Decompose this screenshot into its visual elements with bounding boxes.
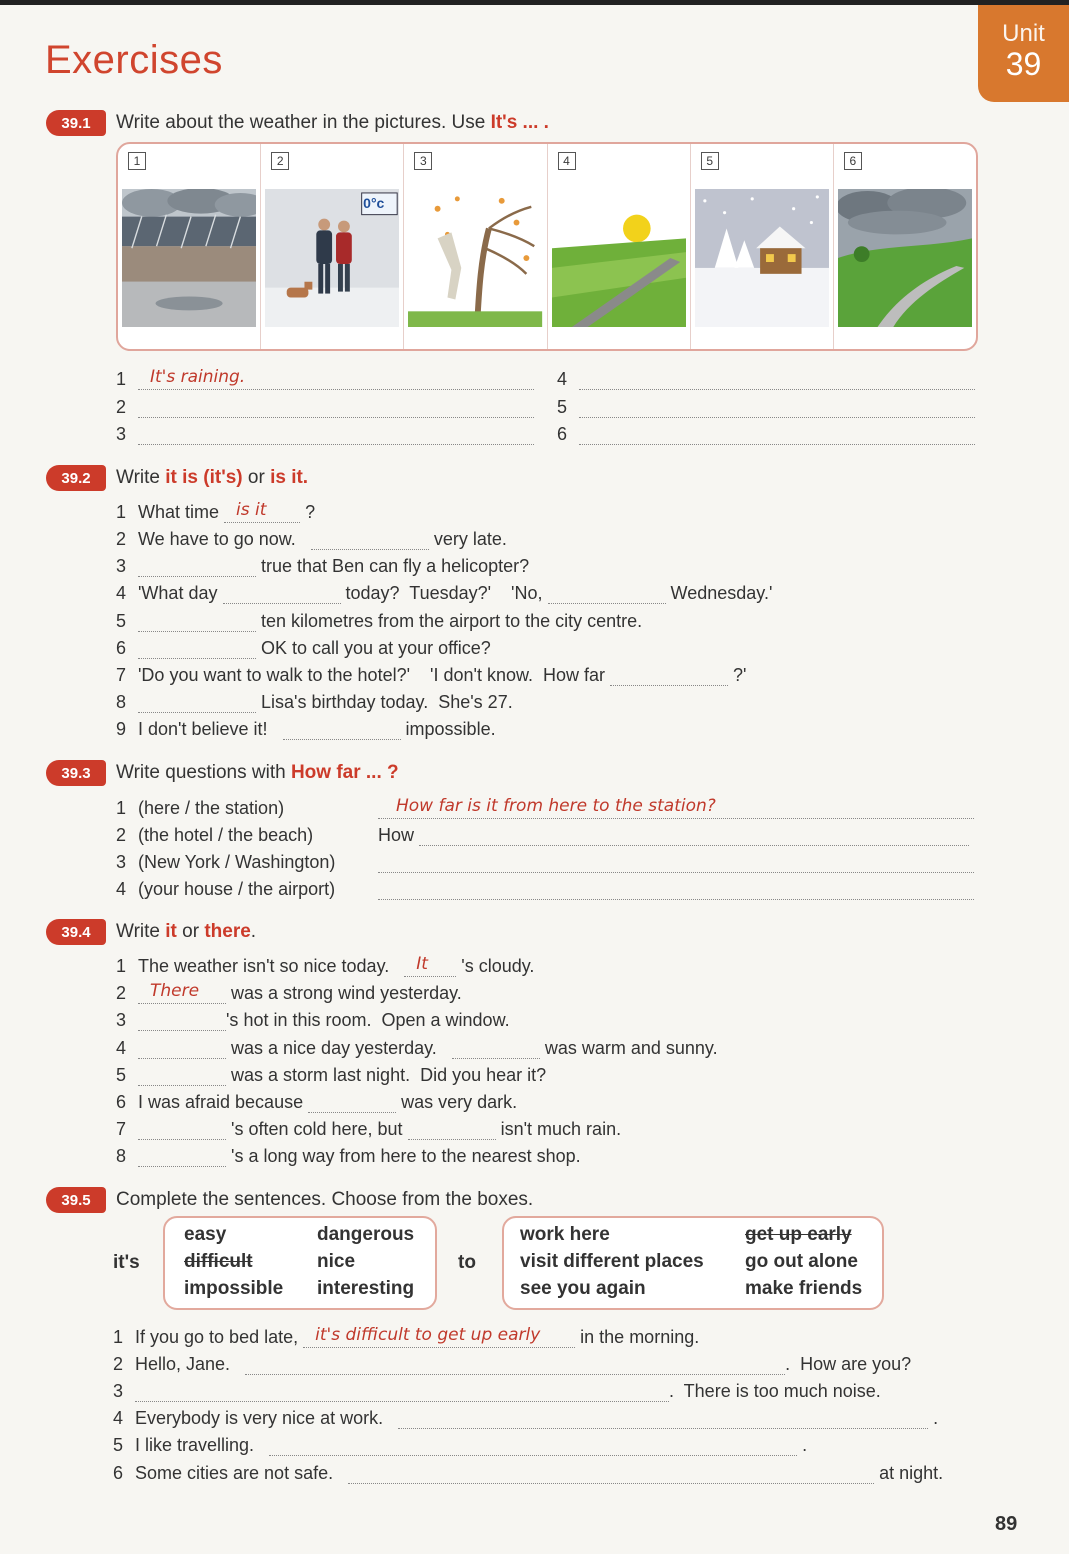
exercise-line: 1 (here / the station) How far is it from here to the station?: [116, 793, 974, 819]
word-option: see you again: [520, 1278, 646, 1299]
word-option: work here: [520, 1224, 610, 1245]
answer-blank[interactable]: [311, 527, 429, 550]
exercise-line: 3: [116, 419, 534, 445]
sun-illustration: [552, 189, 686, 327]
snow-illustration: [695, 189, 829, 327]
word-option: make friends: [745, 1278, 863, 1299]
exercise-badge: 39.1: [46, 110, 106, 136]
answer-blank[interactable]: [138, 1063, 226, 1086]
answer-blank[interactable]: [224, 500, 300, 523]
picture-number: 6: [844, 152, 862, 170]
picture-number: 4: [558, 152, 576, 170]
answer-blank[interactable]: [452, 1036, 540, 1059]
word-option: easy: [184, 1224, 227, 1245]
picture-cold: [261, 144, 404, 349]
answer-blank[interactable]: [245, 1352, 785, 1375]
answer-blank[interactable]: [138, 1008, 226, 1031]
its-label: it's: [113, 1252, 140, 1273]
answer-blank[interactable]: [378, 796, 974, 819]
answer-blank[interactable]: [138, 422, 534, 445]
word-option: visit different places: [520, 1251, 704, 1272]
exercise-badge: 39.4: [46, 919, 106, 945]
exercise-line: 1 The weather isn't so nice today. It 's cloudy.: [116, 954, 535, 976]
exercise-line: 3 . There is too much noise.: [113, 1381, 881, 1401]
exercise-line: 5 I like travelling. .: [113, 1435, 808, 1455]
exercise-line: 8 's a long way from here to the nearest shop.: [116, 1146, 581, 1166]
exercise-line: 5 was a storm last night. Did you hear it?: [116, 1065, 547, 1085]
answer-blank[interactable]: [138, 981, 226, 1004]
exercise-line: 2 We have to go now. very late.: [116, 529, 507, 549]
exercise-line: 2 (the hotel / the beach) How: [116, 820, 969, 846]
exercise-line: 4 (your house / the airport): [116, 874, 974, 900]
word-option-used: difficult: [184, 1251, 253, 1272]
answer-blank[interactable]: [138, 1117, 226, 1140]
answer-blank[interactable]: [579, 395, 975, 418]
exercise-line: 3 true that Ben can fly a helicopter?: [116, 556, 530, 576]
exercise-line: 9 I don't believe it! impossible.: [116, 719, 496, 739]
exercise-line: 4: [557, 364, 975, 390]
word-option: dangerous: [317, 1224, 415, 1245]
exercise-instruction: Write it is (it's) or is it.: [116, 467, 309, 488]
picture-number: 2: [271, 152, 289, 170]
handwritten-answer: is it: [236, 500, 267, 520]
answer-blank[interactable]: [138, 554, 256, 577]
answer-blank[interactable]: [283, 717, 401, 740]
exercise-badge: 39.2: [46, 465, 106, 491]
word-option: go out alone: [745, 1251, 858, 1272]
handwritten-answer: It: [416, 954, 428, 974]
picture-number: 3: [414, 152, 432, 170]
handwritten-answer: it's difficult to get up early: [315, 1325, 541, 1345]
exercise-39-4-header: [46, 917, 256, 947]
page-number: 89: [995, 1513, 1018, 1535]
exercise-line: 4 was a nice day yesterday. was warm and sunny.: [116, 1038, 718, 1058]
answer-blank[interactable]: [138, 609, 256, 632]
weather-pictures: [116, 142, 978, 351]
answer-blank[interactable]: [269, 1433, 797, 1456]
temperature-sign: 0°c: [363, 195, 385, 211]
exercise-badge: 39.5: [46, 1187, 106, 1213]
to-label: to: [458, 1252, 476, 1273]
exercise-line: 7 'Do you want to walk to the hotel?' 'I don't know. How far ?': [116, 665, 747, 685]
unit-label: Unit: [1002, 20, 1045, 47]
answer-blank[interactable]: [398, 1406, 928, 1429]
exercise-line: 2 There was a strong wind yesterday.: [116, 981, 462, 1003]
exercise-line: 1 If you go to bed late, it's difficult to get up early in the morning.: [113, 1325, 700, 1347]
cloud-illustration: [838, 189, 972, 327]
rain-illustration: [122, 189, 256, 327]
answer-blank[interactable]: [138, 367, 534, 390]
exercise-line: 1 It's raining.: [116, 364, 534, 390]
word-option: nice: [317, 1251, 356, 1272]
answer-blank[interactable]: [408, 1117, 496, 1140]
answer-blank[interactable]: [548, 581, 666, 604]
wind-illustration: [408, 189, 542, 327]
answer-blank[interactable]: [404, 954, 456, 977]
answer-blank[interactable]: [419, 823, 969, 846]
exercise-line: 1 What time is it ?: [116, 500, 316, 522]
handwritten-answer: There: [150, 981, 200, 1001]
exercise-line: 6: [557, 419, 975, 445]
exercise-39-5-header: [46, 1185, 533, 1215]
answer-blank[interactable]: [348, 1461, 874, 1484]
adjective-box: [163, 1216, 437, 1310]
unit-tab: [978, 5, 1069, 102]
exercise-line: 7 's often cold here, but isn't much rain.: [116, 1119, 622, 1139]
answer-blank[interactable]: [138, 690, 256, 713]
answer-blank[interactable]: [138, 1036, 226, 1059]
exercise-line: 3 's hot in this room. Open a window.: [116, 1010, 510, 1030]
picture-cloudy: [834, 144, 976, 349]
answer-blank[interactable]: [138, 636, 256, 659]
exercise-badge: 39.3: [46, 760, 106, 786]
answer-blank[interactable]: [223, 581, 341, 604]
exercise-line: 3 (New York / Washington): [116, 847, 974, 873]
answer-blank[interactable]: [138, 395, 534, 418]
picture-windy: [404, 144, 547, 349]
picture-snowing: [691, 144, 834, 349]
exercise-line: 4 'What day today? Tuesday?' 'No, Wednesday.': [116, 583, 773, 603]
exercise-39-1-header: [46, 108, 549, 138]
exercise-line: 8 Lisa's birthday today. She's 27.: [116, 692, 513, 712]
word-option: interesting: [317, 1278, 415, 1299]
answer-blank[interactable]: [610, 663, 728, 686]
handwritten-answer: How far is it from here to the station?: [396, 796, 716, 816]
answer-blank[interactable]: [579, 422, 975, 445]
exercise-line: 6 Some cities are not safe. at night.: [113, 1463, 944, 1483]
exercise-line: 4 Everybody is very nice at work. .: [113, 1408, 939, 1428]
top-rule: [0, 0, 1069, 5]
answer-blank[interactable]: [579, 367, 975, 390]
answer-blank[interactable]: [303, 1325, 575, 1348]
exercise-39-2-header: [46, 463, 308, 493]
exercise-line: 6 OK to call you at your office?: [116, 638, 491, 658]
exercise-line: 6 I was afraid because was very dark.: [116, 1092, 518, 1112]
answer-blank[interactable]: [308, 1090, 396, 1113]
exercise-instruction: Write it or there.: [116, 921, 257, 942]
exercise-instruction: Write questions with How far ... ?: [116, 762, 399, 783]
word-option-used: get up early: [745, 1224, 852, 1245]
exercise-line: 2: [116, 392, 534, 418]
page-title: Exercises: [45, 38, 223, 82]
picture-sunny: [548, 144, 691, 349]
answer-blank[interactable]: [378, 850, 974, 873]
picture-number: 5: [701, 152, 719, 170]
exercise-instruction: Complete the sentences. Choose from the boxes.: [116, 1189, 534, 1210]
unit-number: 39: [1005, 46, 1042, 82]
exercise-line: 5 ten kilometres from the airport to the city centre.: [116, 611, 643, 631]
exercise-instruction: Write about the weather in the pictures. Use It's ... .: [116, 112, 549, 133]
answer-blank[interactable]: [138, 1144, 226, 1167]
exercise-line: 2 Hello, Jane. . How are you?: [113, 1354, 912, 1374]
exercise-39-3-header: [46, 758, 399, 788]
verb-phrase-box: [502, 1216, 884, 1310]
answer-blank[interactable]: [135, 1379, 669, 1402]
picture-number: 1: [128, 152, 146, 170]
word-option: impossible: [184, 1278, 284, 1299]
picture-rain: [118, 144, 261, 349]
exercise-line: 5: [557, 392, 975, 418]
answer-blank[interactable]: [378, 877, 974, 900]
handwritten-answer: It's raining.: [150, 367, 246, 387]
